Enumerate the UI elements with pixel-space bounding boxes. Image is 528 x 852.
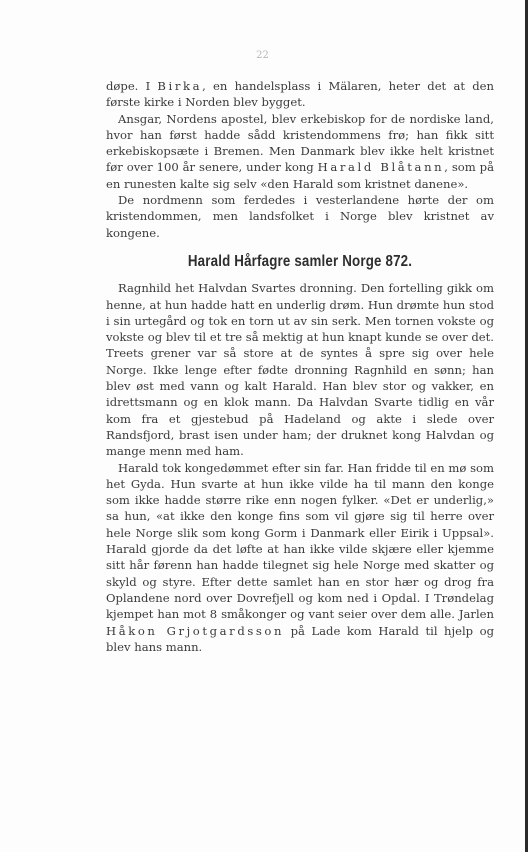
spaced-name-birka: Birka (157, 79, 203, 93)
spaced-name-harald-blatann: Harald Blåtann (317, 160, 445, 175)
text-run: døpe. I (106, 79, 158, 93)
page-text (106, 78, 494, 655)
text-run: på Lade kom Harald til hjelp og blev hans mann. (106, 623, 494, 654)
paragraph-ansgar (106, 111, 494, 192)
paragraph-ragnhild: Ragnhild het Halvdan Svartes dronning. Den fortelling gikk om henne, at hun hadde hatt en underlig drøm. Hun drømte hun stod i sin urtegård og tok en torn ut av sin serk. Men tornen vokste og vokste og blev til et tre så mektig at hun knapt kunde se over det. Treets grener var så store at de syntes å spre sig over hele Norge. Ikke lenge efter fødte dronning Ragnhild en sønn; han blev øst med vann og kalt Harald. Han blev stor og vakker, en idrettsmann og en klok mann. Da Halvdan Svarte tidlig en vår kom fra et gjestebud på Hadeland og akte i slede over Randsfjord, brast isen under ham; der druknet kong Halvdan og mange menn med ham. (106, 281, 494, 459)
paragraph-harald (106, 460, 494, 656)
text-run: Ansgar, Nordens apostel, blev erkebiskop for de nordiske land, hvor han først hadde sådd kristendommens frø; han fikk sitt erkebiskopsæte i Bremen. Men Danmark blev ikke helt kristnet før over 100 år senere, under kong (106, 111, 494, 175)
page-number: 22 (256, 50, 269, 61)
text-run: Harald tok kongedømmet efter sin far. Han fridde til en mø som het Gyda. Hun svarte at hun ikke vilde ha til mann den konge som ikke hadde større rike enn nogen fylker. «Det er underlig,» sa hun, «at ikke den konge fins som vil gjøre sig til herre over hele Norge slik som kong Gorm i Danmark eller Eirik i Uppsal». Harald gjorde da det løfte at han ikke vilde skjære eller kjemme sitt hår førenn han hadde tilegnet sig hele Norge med skatter og skyld og styre. Efter dette samlet han en stor hær og drog fra Oplandene nord over Dovrefjell og kom ned i Opdal. I Trøndelag kjempet han mot 8 småkonger og vant seier over dem alle. Jarlen (106, 460, 495, 622)
text-run: , en handelsplass i Mälaren, heter det at den første kirke i Norden blev bygget. (106, 79, 494, 110)
paragraph-nordmenn: De nordmenn som ferdedes i vesterlandene hørte der om kristendommen, men landsfolket i Norge blev kristnet av kongene. (106, 193, 494, 240)
spaced-name-hakon: Håkon Grjotgardsson (106, 623, 285, 638)
text-run: , som på en runesten kalte sig selv «den Harald som kristnet danene». (106, 160, 494, 191)
paragraph-continued (106, 78, 494, 111)
section-heading: Harald Hårfagre samler Norge 872. (187, 252, 413, 270)
